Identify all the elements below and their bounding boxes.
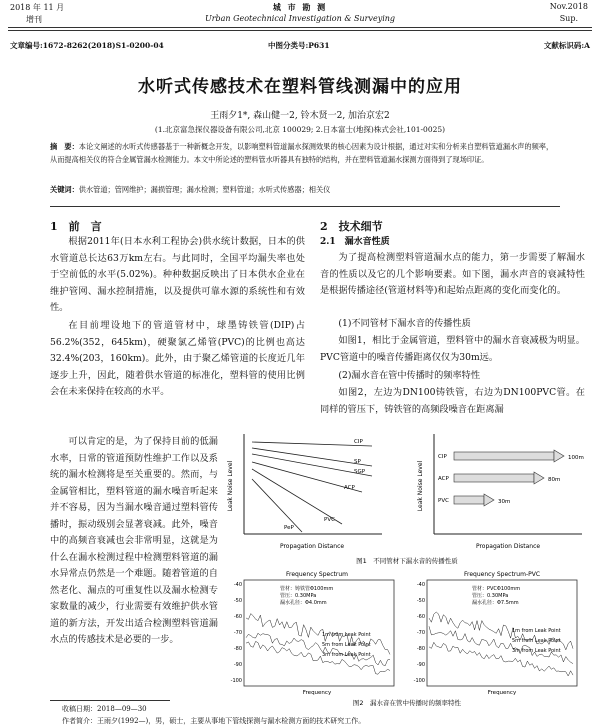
fig1-right-bars [438,450,584,506]
fig1-left-xlabel: Propagation Distance [279,543,345,550]
right-sub-2: (2)漏水音在管中传播时的频率特性 [338,370,481,381]
fig1-line-label: SGP [354,469,366,475]
fig1-left-ylabel: Leak Noise Level [227,460,234,512]
fig1-bar-distance: 30m [498,499,511,505]
left-para-3: 可以肯定的是，为了保持目前的低漏水率，日常的管道预防性维护工作以及系统的漏水检测将是至关重要的。然而，与金属管相比，塑料管道的漏水噪音听起来并不容易，因为当漏水噪音通过塑料管传播时，振动级别会显著衰减。此外，噪音中的高频音衰减也会非常明显，这就是为什么在漏水检测过程中检测塑料管道的漏水异常点仍然是一个难题。随着管道的自然老化、漏点的可重复性以及漏水检测专家数量的减少，行业需要有效维护供水管道的新方法，开发出适合检测塑料管道漏水点的传感技术是必要的一步。 [50,436,218,645]
fig2-curves [246,612,573,676]
fig1-caption: 图1 不同管材下漏水音的传播性质 [356,557,458,565]
right-para-1: 为了提高检测塑料管道漏水点的能力，第一步需要了解漏水音的性质以及它的几个影响要素。如下图，漏水声音的衰减特性是根据传播途径(管道材料等)和起始点距离的变化而变化的。 [320,252,585,296]
fig1-line-label: CIP [354,439,363,445]
fig1-bar-distance: 80m [548,477,561,483]
fig1-bar-acp [454,474,534,482]
fig2-left-curve-2 [246,633,390,666]
fig2-left-note: 管材：铸铁管Φ100mm [280,586,334,592]
fig1-bar-pvc [454,496,484,504]
footnote-rule [50,700,170,701]
fig1-arrow-head [554,450,564,462]
fig2-caption: 图2 漏水音在管中传播时的频率特性 [352,699,462,707]
received-date: 收稿日期：2018—09—30 [62,705,147,713]
affiliation: (1.北京富急探仪器设备有限公司,北京 100029; 2.日本富士(地探)株式会社,101-0025) [154,125,446,134]
fig1-right-ylabel: Leak Noise Level [417,460,424,512]
figure-2 [222,568,592,708]
fig2-right-tick: -90 [416,662,425,668]
issue-date-en: Nov.2018 [549,2,588,11]
fig1-line-pvc [252,469,342,524]
fig1-right-xlabel: Propagation Distance [475,543,541,550]
fig2-left-curve-label: 1m from Leak Point [322,632,371,638]
fig2-notes [280,585,520,606]
fig1-bar-name: PVC [438,498,449,504]
fig2-left-tick: -50 [233,598,242,604]
fig1-line-label: PVC [324,517,335,523]
fig2-left-tick: -100 [230,678,242,684]
journal-name-en: Urban Geotechnical Investigation & Surveying [204,14,396,23]
fig1-line-pep [252,479,302,532]
header-rule-thin [8,30,592,31]
fig2-left-tick: -40 [233,582,242,588]
fig2-left-note: 漏水孔径：Φ4.0mm [280,600,327,606]
fig2-right-title: Frequency Spectrum-PVC [463,571,541,578]
fig1-left-lines [252,439,372,532]
clc-number: 中图分类号:P631 [268,41,330,50]
fig1-arrow-head [484,494,494,506]
fig2-left-xunit: Frequency [302,690,332,696]
fig1-bar-name: CIP [438,454,447,460]
fig2-right-tick: -80 [416,646,425,652]
fig2-left-tick: -90 [233,662,242,668]
issue-supplement-en: Sup. [559,14,578,23]
fig2-right-tick: -40 [416,582,425,588]
right-para-2: 如图1，相比于金属管道，塑料管中的漏水音衰减极为明显。PVC管道中的噪音传播距离仅仅为30m远。 [320,335,585,363]
fig1-bar-distance: 100m [568,455,584,461]
fig2-left-curve-label: 3m from Leak Point [322,652,371,658]
fig2-right-note: 漏水孔径：Φ7.5mm [472,600,519,606]
fig2-right-tick: -50 [416,598,425,604]
issue-date-cn: 2018 年 11 月 [10,3,65,12]
fig1-arrow-head [534,472,544,484]
fig2-right-note: 管材：PVCΦ100mm [472,586,521,592]
article-number: 文章编号:1672-8262(2018)S1-0200-04 [10,41,164,50]
paper-title: 水听式传感技术在塑料管线测漏中的应用 [138,77,462,97]
fig2-right-curve-label: 3m from Leak Point [512,648,561,654]
document-code: 文献标识码:A [543,41,590,50]
fig2-left-tick: -70 [233,630,242,636]
section-2-1-heading: 2.1 漏水音性质 [320,237,390,247]
author-bio: 作者简介：王雨夕(1992—)，男，硕士，主要从事地下管线探测与漏水检测方面的技术研究工作。 [62,717,366,725]
keywords [50,185,560,195]
figure-1 [222,424,592,569]
abstract [50,140,560,166]
left-para-1: 根据2011年(日本水利工程协会)供水统计数据，日本的供水管道总长达63万km左右。与此同时，全国平均漏失率也处于空前低的水平(5.02%)。种种数据反映出了日本供水企业在维护管网、漏水控制措施，以及提供可靠水源的系统性和有效性。 [50,236,305,313]
fig2-left-tick: -80 [233,646,242,652]
section-2-heading: 2 技术细节 [320,220,383,233]
issue-supplement-cn: 增刊 [26,15,42,24]
right-sub-1: (1)不同管材下漏水音的传播性质 [338,318,471,329]
fig1-bar-name: ACP [438,476,449,482]
fig2-left-note: 管压：0.30MPa [280,593,317,599]
abstract-label: 摘 要： [50,142,79,151]
right-para-3: 如图2，左边为DN100铸铁管，右边为DN100PVC管。在同样的管压下，铸铁管的高频段噪音在距离漏 [320,387,585,415]
fig2-left-curve-label: 5m from Leak Point [322,642,371,648]
fig2-right-tick: -60 [416,614,425,620]
fig2-right-tick: -100 [413,678,425,684]
authors: 王雨夕1*, 森山健一2, 铃木贤一2, 加治京宏2 [210,111,390,121]
fig2-right-xunit: Frequency [487,690,517,696]
abstract-text: 本论文阐述的水听式传感器基于一种新概念开发，以影响塑料管道漏水探测效果的核心因素为设计根据，通过对实和分析来自塑料管道漏水声的频率，从而提高相关仪的符合金属管漏水检测能力。本文中所论述的塑料管水听器具有独特的结构，并在塑料管道漏水探测方面得到了现场印证。 [50,142,554,164]
fig2-right-note: 管压：0.30MPa [472,593,509,599]
header-rule [8,27,592,28]
keywords-text: 供水管道；管网维护；漏损管理；漏水检测；塑料管道；水听式传感器；相关仪 [78,185,331,194]
fig2-right-curve-label: 1m from Leak Point [512,628,561,634]
section-1-heading: 1 前 言 [50,220,102,233]
fig2-right-tick: -70 [416,630,425,636]
fig1-line-label: SP [354,459,361,465]
fig2-left-tick: -60 [233,614,242,620]
fig2-left-title: Frequency Spectrum [286,571,348,578]
fig2-right-curve-label: 5m from Leak Point [512,638,561,644]
fig1-line-label: ACP [344,485,355,491]
fig1-line-label: PeP [284,525,294,531]
abstract-rule [50,206,560,207]
journal-name-cn: 城 市 勘 测 [272,2,328,12]
keywords-label: 关键词： [50,185,79,194]
fig1-bar-cip [454,452,554,460]
left-para-2: 在目前埋设地下的管道管材中，球墨铸铁管(DIP)占56.2%(352，645km)，硬聚氯乙烯管(PVC)的比例也高达32.4%(203，160km)。此外，由于聚乙烯管道的长度近几年逐步上升，因此，随着供水管道的标准化，塑料管的使用比例会在未来保持在较高的水平。 [50,320,305,397]
